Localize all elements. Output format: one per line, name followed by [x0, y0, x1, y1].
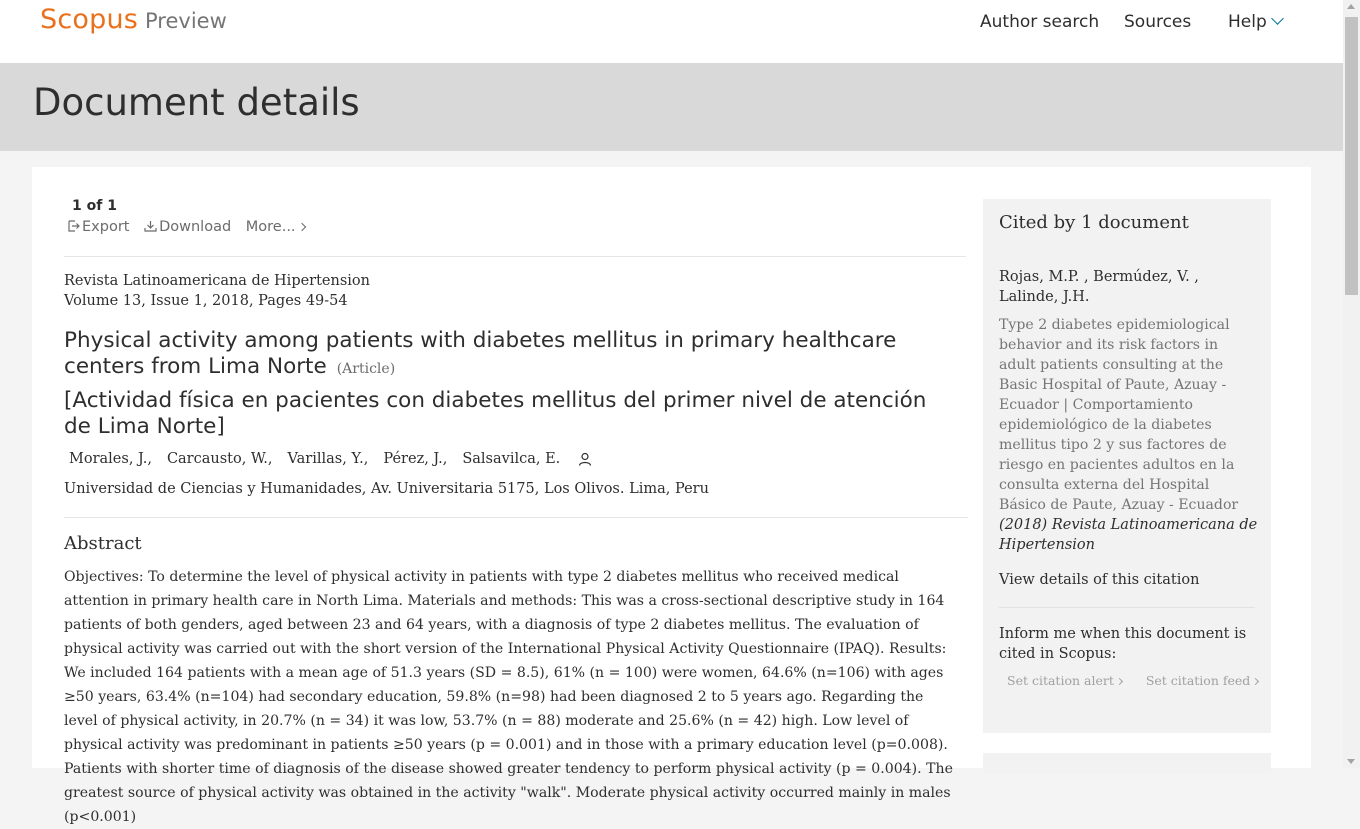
export-label: Export [82, 219, 130, 235]
author-link[interactable]: Varillas, Y., [287, 451, 369, 467]
page-banner [0, 63, 1343, 151]
abstract-heading: Abstract [64, 533, 142, 554]
page-title: Document details [33, 81, 360, 124]
author-link[interactable]: Morales, J., [69, 451, 152, 467]
divider [64, 256, 966, 257]
set-citation-alert-link[interactable] [1007, 673, 1122, 688]
download-label: Download [159, 219, 232, 235]
nav-help[interactable] [1228, 12, 1282, 32]
vertical-scrollbar[interactable] [1343, 0, 1360, 768]
journal-name[interactable]: Revista Latinoamericana de Hipertension [64, 273, 371, 289]
volume-info: Volume 13, Issue 1, 2018, Pages 49-54 [64, 293, 348, 309]
affiliation: Universidad de Ciencias y Humanidades, Av. Universitaria 5175, Los Olivos. Lima, Peru [64, 481, 709, 497]
nav-sources[interactable]: Sources [1124, 12, 1192, 32]
chevron-right-icon [1252, 678, 1259, 685]
citation-authors: Rojas, M.P. , Bermúdez, V. , Lalinde, J.H. [999, 269, 1199, 305]
chevron-right-icon [297, 223, 305, 231]
document-type: (Article) [336, 361, 396, 377]
author-list [69, 451, 592, 470]
scroll-thumb[interactable] [1345, 17, 1358, 295]
set-citation-feed-link[interactable] [1146, 673, 1258, 688]
preview-label: Preview [145, 9, 227, 33]
nav-help-label: Help [1228, 12, 1267, 32]
export-icon [68, 220, 80, 232]
download-icon [144, 220, 157, 232]
citation-alert-links [1007, 673, 1258, 688]
sidebar-panel-next [983, 753, 1271, 773]
document-toolbar [68, 219, 315, 235]
cited-by-heading: Cited by 1 document [999, 212, 1189, 233]
citation-title[interactable]: Type 2 diabetes epidemiological behavior and its risk factors in adult patients consulting at the Basic Hospital of Paute, Azuay - Ecuador | Comportamiento epidemiológico de la diabetes mellitus tipo 2 y sus factores de riesgo en pacientes adultos en la consulta externa del Hospital Básico de Paute, Azuay - Ecuador [999, 317, 1239, 513]
citation-source: (2018) Revista Latinoamericana de Hipertension [999, 517, 1258, 553]
abstract-text: Objectives: To determine the level of physical activity in patients with type 2 diabetes mellitus who received medical attention in primary health care in North Lima. Materials and methods: This was a cross-sectional descriptive study in 164 patients of both genders, aged between 23 and 64 years, with a diagnosis of type 2 diabetes mellitus. The evaluation of physical activity was carried out with the short version of the International Physical Activity Questionnaire (IPAQ). Results: We included 164 patients with a mean age of 51.3 years (SD = 8.5), 61% (n = 100) were women, 64.6% (n=106) with ages ≥50 years, 63.4% (n=104) had secondary education, 59.8% (n=98) had been diagnosed 2 to 5 years ago. Regarding the level of physical activity, in 20.7% (n = 34) it was low, 53.7% (n = 88) moderate and 25.6% (n = 42) high. Low level of physical activity was predominant in patients ≥50 years (p = 0.001) and in those with a primary education level (p=0.008). Patients with shorter time of diagnosis of the disease showed greater tendency to perform physical activity (p = 0.004). The greatest source of physical activity was obtained in the activity "walk". Moderate physical activity occurred mainly in males (p<0.001) [64, 569, 953, 825]
set-citation-alert-label: Set citation alert [1007, 673, 1114, 688]
person-icon[interactable] [578, 452, 592, 470]
author-link[interactable]: Pérez, J., [383, 451, 448, 467]
scopus-logo[interactable]: Scopus [40, 4, 139, 35]
document-title [64, 328, 954, 382]
divider [999, 607, 1255, 608]
document-title-alt: [Actividad física en pacientes con diabetes mellitus del primer nivel de atención de Lima Norte] [64, 388, 927, 439]
set-citation-feed-label: Set citation feed [1145, 673, 1251, 688]
export-button[interactable] [68, 219, 129, 235]
author-link[interactable]: Carcausto, W., [166, 451, 273, 467]
more-label: More... [245, 219, 296, 235]
scroll-down-arrow-icon[interactable] [1347, 759, 1355, 764]
top-header [0, 0, 1343, 63]
chevron-right-icon [1116, 678, 1123, 685]
divider [64, 517, 968, 518]
nav-author-search[interactable]: Author search [980, 12, 1100, 32]
result-pager: 1 of 1 [72, 198, 117, 214]
view-citation-link[interactable]: View details of this citation [999, 572, 1200, 588]
chevron-down-icon [1271, 12, 1284, 25]
scroll-up-arrow-icon[interactable] [1347, 4, 1355, 9]
document-title-text: Physical activity among patients with diabetes mellitus in primary healthcare centers from Lima Norte [64, 328, 897, 379]
download-button[interactable] [144, 219, 231, 235]
more-button[interactable] [246, 219, 305, 235]
inform-text: Inform me when this document is cited in Scopus: [999, 626, 1247, 662]
author-link[interactable]: Salsavilca, E. [462, 451, 561, 467]
